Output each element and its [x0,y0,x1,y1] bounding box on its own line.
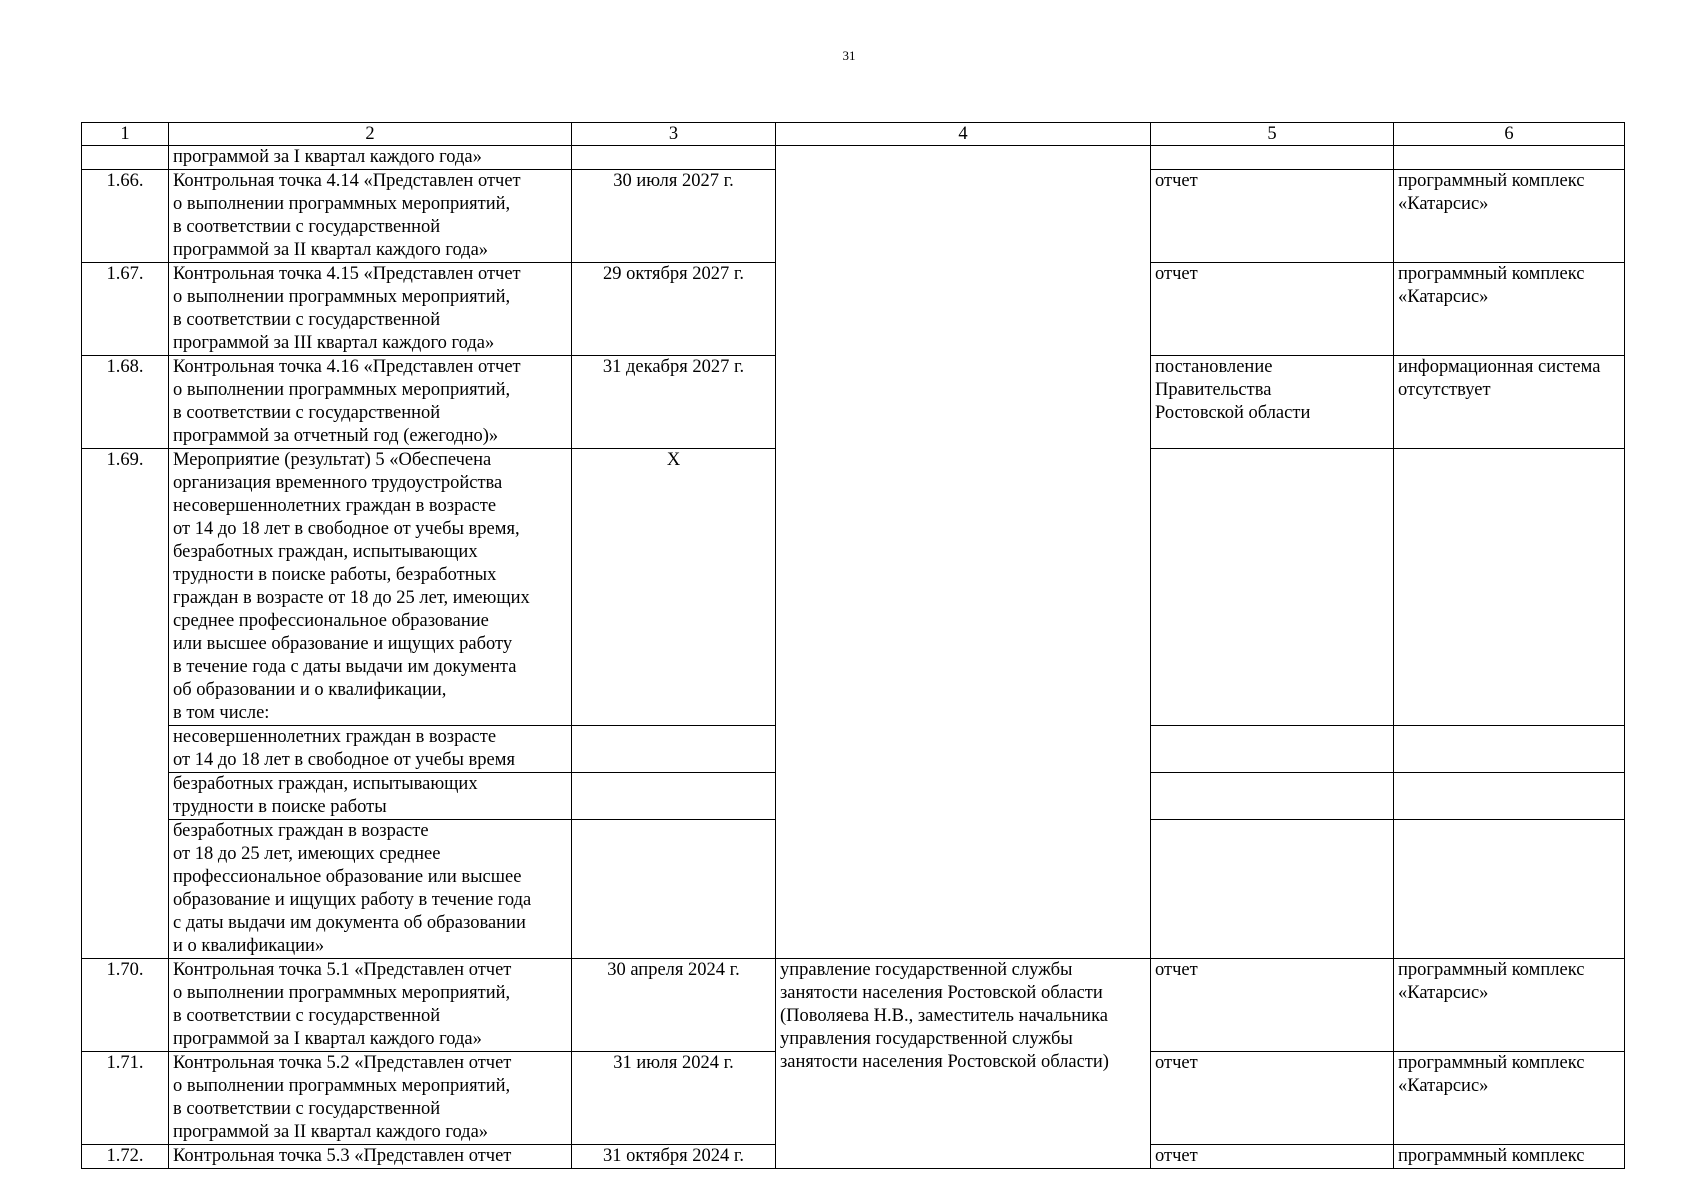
row-number [82,146,169,170]
header-col-1: 1 [82,123,169,146]
row-text: Контрольная точка 5.2 «Представлен отчет о выполнении программных мероприятий, в соответствии с государственной программой за II квартал каждого года» [169,1052,572,1145]
row-number: 1.67. [82,263,169,356]
row-number: 1.71. [82,1052,169,1145]
row-system [1394,449,1625,726]
row-system: программный комплекс «Катарсис» [1394,959,1625,1052]
row-document: отчет [1151,263,1394,356]
header-col-2: 2 [169,123,572,146]
row-date: 29 октября 2027 г. [572,263,776,356]
row-system: программный комплекс «Катарсис» [1394,170,1625,263]
page-number: 31 [842,48,856,63]
row-date: 31 октября 2024 г. [572,1145,776,1169]
row-system: программный комплекс «Катарсис» [1394,263,1625,356]
row-text: безработных граждан в возрасте от 18 до 25 лет, имеющих среднее профессиональное образование или высшее образование и ищущих работу в течение года с даты выдачи им документа об образовании и о квалификации» [169,820,572,959]
header-col-6: 6 [1394,123,1625,146]
measures-table [81,122,1625,1169]
row-text: несовершеннолетних граждан в возрасте от 14 до 18 лет в свободное от учебы время [169,726,572,773]
table-header-row [82,123,1625,146]
row-document: отчет [1151,959,1394,1052]
row-date: 31 декабря 2027 г. [572,356,776,449]
row-number: 1.68. [82,356,169,449]
row-text: Контрольная точка 4.15 «Представлен отчет о выполнении программных мероприятий, в соответствии с государственной программой за III квартал каждого года» [169,263,572,356]
row-date [572,820,776,959]
row-system [1394,820,1625,959]
row-number: 1.69. [82,449,169,959]
row-document: отчет [1151,170,1394,263]
header-col-3: 3 [572,123,776,146]
row-system: информационная система отсутствует [1394,356,1625,449]
row-document [1151,820,1394,959]
row-number: 1.70. [82,959,169,1052]
row-date [572,773,776,820]
row-system [1394,726,1625,773]
header-col-5: 5 [1151,123,1394,146]
row-system [1394,146,1625,170]
row-document: постановление Правительства Ростовской области [1151,356,1394,449]
row-date: 30 апреля 2024 г. [572,959,776,1052]
row-date [572,726,776,773]
row-document [1151,449,1394,726]
row-number: 1.72. [82,1145,169,1169]
row-date: X [572,449,776,726]
row-document [1151,773,1394,820]
row-date [572,146,776,170]
row-responsible-empty [776,146,1151,959]
table-row [82,146,1625,170]
row-text: Контрольная точка 5.3 «Представлен отчет [169,1145,572,1169]
row-text: Мероприятие (результат) 5 «Обеспечена организация временного трудоустройства несовершеннолетних граждан в возрасте от 14 до 18 лет в свободное от учебы время, безработных граждан, испытывающих трудности в поиске работы, безработных граждан в возрасте от 18 до 25 лет, имеющих среднее профессиональное образование или высшее образование и ищущих работу в течение года с даты выдачи им документа об образовании и о квалификации, в том числе: [169,449,572,726]
row-document: отчет [1151,1145,1394,1169]
row-responsible: управление государственной службы занятости населения Ростовской области (Поволяева Н.В., заместитель начальника управления государственной службы занятости населения Ростовской области) [776,959,1151,1169]
row-document [1151,146,1394,170]
row-text: Контрольная точка 5.1 «Представлен отчет о выполнении программных мероприятий, в соответствии с государственной программой за I квартал каждого года» [169,959,572,1052]
row-text: программой за I квартал каждого года» [169,146,572,170]
row-system: программный комплекс [1394,1145,1625,1169]
header-col-4: 4 [776,123,1151,146]
row-date: 31 июля 2024 г. [572,1052,776,1145]
row-document: отчет [1151,1052,1394,1145]
row-text: Контрольная точка 4.14 «Представлен отчет о выполнении программных мероприятий, в соответствии с государственной программой за II квартал каждого года» [169,170,572,263]
row-date: 30 июля 2027 г. [572,170,776,263]
row-document [1151,726,1394,773]
row-text: безработных граждан, испытывающих трудности в поиске работы [169,773,572,820]
row-text: Контрольная точка 4.16 «Представлен отчет о выполнении программных мероприятий, в соответствии с государственной программой за отчетный год (ежегодно)» [169,356,572,449]
row-system [1394,773,1625,820]
table-row [82,959,1625,1052]
row-number: 1.66. [82,170,169,263]
row-system: программный комплекс «Катарсис» [1394,1052,1625,1145]
